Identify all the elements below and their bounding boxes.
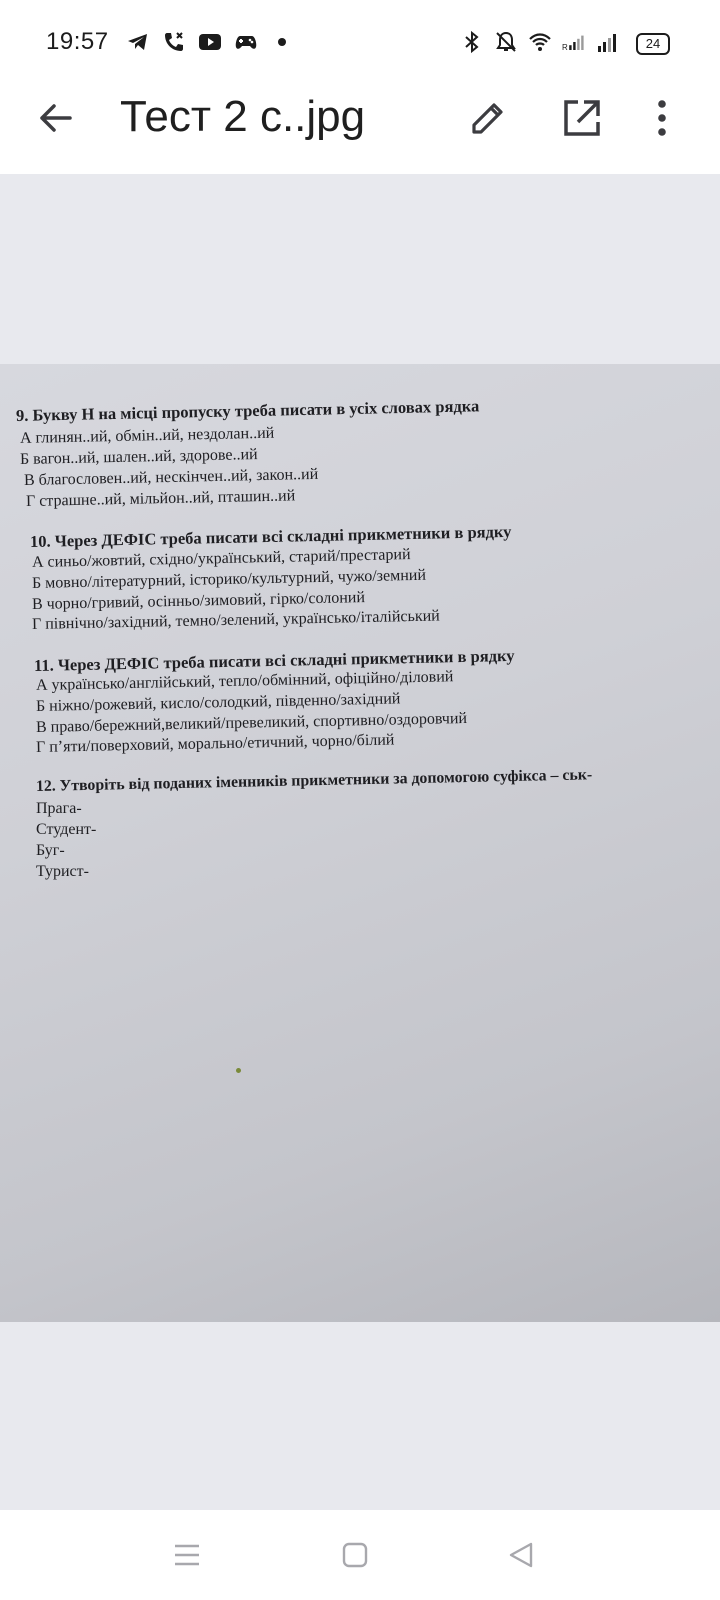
menu-lines-icon <box>175 1546 199 1564</box>
q10-option-b: Б мовно/літературний, історико/культурний, чужо/земний <box>31 566 427 592</box>
signal-icon <box>596 30 620 54</box>
q11-option-v: В право/бережний,великий/превеликий, спортивно/оздоровчий <box>35 709 468 736</box>
system-nav-bar <box>0 1510 720 1600</box>
app-top-bar <box>0 88 720 174</box>
phone-call-icon <box>162 30 186 54</box>
mute-bell-icon <box>494 30 518 54</box>
status-icons-left <box>126 30 294 54</box>
q12-item-buh: Буг- <box>36 842 65 859</box>
youtube-icon <box>198 30 222 54</box>
square-home-icon <box>344 1544 366 1566</box>
q9-option-g: Г страшне..ий, мільйон..ий, пташин..ий <box>25 487 296 510</box>
wifi-icon <box>528 30 552 54</box>
q10-option-v: В чорно/гривий, осінньо/зимовий, гірко/солоний <box>31 589 366 613</box>
image-viewer[interactable] <box>0 174 720 1510</box>
q11-option-b: Б ніжно/рожевий, кисло/солодкий, південно/західний <box>35 690 401 715</box>
status-time: 19:57 <box>46 28 109 55</box>
q9-option-v: В благословен..ий, нескінчен..ий, закон..ий <box>23 465 319 489</box>
q10-question: 10. Через ДЕФІС треба писати всі складні прикметники в рядку <box>29 521 512 551</box>
speck-mark <box>236 1068 241 1073</box>
q9-option-b: Б вагон..ий, шален..ий, здорове..ий <box>19 446 258 468</box>
q10-option-g: Г північно/західний, темно/зелений, українсько/італійський <box>31 607 440 633</box>
arrow-left-icon <box>42 106 70 130</box>
open-with-button[interactable] <box>560 96 604 140</box>
status-bar <box>0 0 720 88</box>
recent-apps-button[interactable] <box>172 1540 202 1570</box>
document-photo[interactable] <box>0 364 720 1322</box>
gamepad-icon <box>234 30 258 54</box>
triangle-back-icon <box>511 1544 531 1566</box>
dot-icon <box>270 30 294 54</box>
q12-item-student: Студент- <box>36 821 97 838</box>
q9-question: 9. Букву Н на місці пропуску треба писати в усіх словах рядка <box>15 396 480 425</box>
home-button[interactable] <box>340 1540 370 1570</box>
file-title: Тест 2 с..jpg <box>120 92 366 141</box>
signal-r-icon <box>562 30 586 54</box>
status-icons-right <box>460 30 620 54</box>
telegram-icon <box>126 30 150 54</box>
back-arrow-button[interactable] <box>34 96 78 140</box>
q10-option-a: А синьо/жовтий, східно/український, старий/престарий <box>31 546 411 571</box>
battery-indicator: 24 <box>636 33 670 55</box>
q11-option-a: А українсько/англійський, тепло/обмінний, офіційно/діловий <box>35 668 454 694</box>
q11-option-g: Г п’яти/поверховий, морально/етичний, чорно/білий <box>35 731 395 756</box>
svg-text:R: R <box>562 43 568 52</box>
q11-question: 11. Через ДЕФІС треба писати всі складні прикметники в рядку <box>33 645 515 675</box>
more-vertical-icon <box>658 100 666 136</box>
open-external-icon <box>566 102 598 134</box>
q12-item-praha: Прага- <box>36 800 82 817</box>
q12-item-turyst: Турист- <box>36 863 89 880</box>
more-options-button[interactable] <box>640 96 684 140</box>
q9-option-a: А глинян..ий, обмін..ий, нездолан..ий <box>19 424 275 447</box>
q12-question: 12. Утворіть від поданих іменників прикметники за допомогою суфікса – ськ- <box>35 766 593 795</box>
system-back-button[interactable] <box>506 1540 536 1570</box>
pencil-icon <box>474 105 501 132</box>
edit-button[interactable] <box>466 96 510 140</box>
bluetooth-icon <box>460 30 484 54</box>
